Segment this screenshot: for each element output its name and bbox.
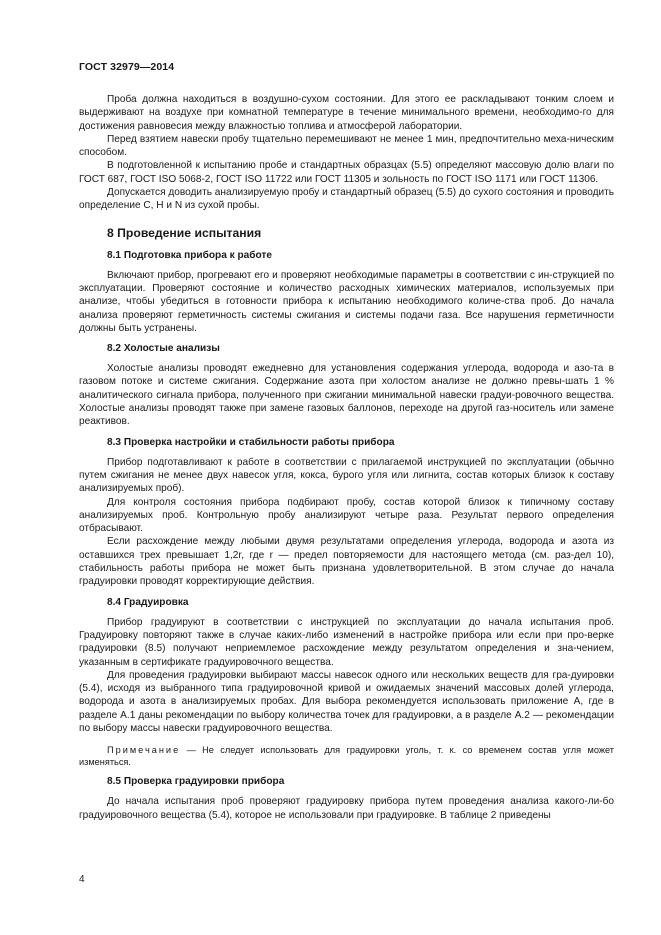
section-8-title: 8 Проведение испытания — [107, 225, 262, 240]
intro-paragraph-4: Допускается доводить анализируемую пробу и стандартный образец (5.5) до сухого состояния и проводить определение C, H и N из сухой пробы. — [79, 187, 614, 212]
note-label: Примечание — [107, 745, 181, 756]
section-8-3-paragraph-2: Для контроля состояния прибора подбирают пробу, состав которой близок к типичному составу анализируемых проб. Контрольную пробу анализируют четыре раза. Результат первого определения отбрасывают. — [79, 496, 614, 535]
section-8-4-paragraph-1: Прибор градуируют в соответствии с инструкцией по эксплуатации до начала испытания проб. Градуировку повторяют также в случае каких-либо изменений в настройке прибора или если при про-верке градуировки (8.5) получают неприемлемое расхождение между результатом определения и зна-чением, указанным в сертификате градуировочного вещества. — [79, 616, 614, 668]
section-8-2-paragraph: Холостые анализы проводят ежедневно для установления содержания углерода, водорода и азо-та в газовом потоке и системе сжигания. Содержание азота при холостом анализе не должно превы-шать 1 % аналитического сигнала прибора, полученного при сжигании минимальной навески градуи-ровочного вещества. Холостые анализы проводят также при замене газовых баллонов, переходе на другой газ-носитель или замене реактивов. — [79, 363, 614, 428]
page-number: 4 — [79, 874, 85, 885]
section-8-4-paragraph-2: Для проведения градуировки выбирают массы навесок одного или нескольких веществ для гра-дуировки (5.4), исходя из выбранного типа градуировочной кривой и ожидаемых значений массовых долей углерода, водорода и азота в анализируемых пробах. Для выбора рекомендуется использовать приложение А, где в разделе А.1 даны рекомендации по выбору количества точек для градуировки, а в разделе А.2 — рекомендации по выбору массы навески градуировочного вещества. — [79, 669, 614, 734]
section-8-1-paragraph: Включают прибор, прогревают его и проверяют необходимые параметры в соответствии с ин-струкцией по эксплуатации. Проверяют состояние и количество расходных химических материалов, используемых при анализе, чтобы убедиться в готовности прибора к испытанию необходимого количе-ства проб. До начала анализа проверяют герметичность системы сжигания и системы подачи газа. Все нарушения герметичности должны быть устранены. — [79, 269, 614, 334]
section-8-4-note — [79, 744, 614, 768]
standard-header: ГОСТ 32979—2014 — [79, 61, 175, 73]
section-8-1-title: 8.1 Подготовка прибора к работе — [107, 249, 272, 261]
note-text: — Не следует использовать для градуировки уголь, т. к. со временем состав угля может изменяться. — [79, 745, 614, 768]
intro-paragraph-3: В подготовленной к испытанию пробе и стандартных образцах (5.5) определяют массовую долю влаги по ГОСТ 687, ГОСТ ISO 5068-2, ГОСТ ISO 11722 или ГОСТ 11305 и зольность по ГОСТ ISO 1171 или ГОСТ 11306. — [79, 160, 614, 185]
document-body — [79, 93, 614, 822]
section-8-4-title: 8.4 Градуировка — [107, 596, 189, 608]
section-8-5-paragraph: До начала испытания проб проверяют градуировку прибора путем проведения анализа какого-ли-бо градуировочного вещества (5.4), которое не использовали при градуировке. В таблице 2 приведены — [79, 796, 614, 821]
intro-paragraph-1: Проба должна находиться в воздушно-сухом состоянии. Для этого ее раскладывают тонким слоем и выдерживают на воздухе при комнатной температуре в течение минимального времени, необходимо-го для достижения равновесия между влажностью топлива и атмосферой лаборатории. — [79, 94, 614, 132]
section-8-5-title: 8.5 Проверка градуировки прибора — [107, 776, 285, 788]
section-8-2-title: 8.2 Холостые анализы — [107, 343, 220, 355]
section-8-3-paragraph-3: Если расхождение между любыми двумя результатами определения углерода, водорода и азота из оставшихся трех превышает 1,2r, где r — предел повторяемости для настоящего метода (см. раз-дел 10), стабильность работы прибора не может быть признана удовлетворительной. В этом случае до начала градуировки проводят корректирующие действия. — [79, 536, 614, 588]
section-8-3-title: 8.3 Проверка настройки и стабильности работы прибора — [107, 436, 395, 448]
section-8-3-paragraph-1: Прибор подготавливают к работе в соответствии с прилагаемой инструкцией по эксплуатации (обычно путем сжигания не менее двух навесок угля, кокса, бурого угля или лигнита, состав которых близок к составу анализируемых проб). — [79, 456, 614, 495]
intro-paragraph-2: Перед взятием навески пробу тщательно перемешивают не менее 1 мин, предпочтительно меха-ническим способом. — [79, 133, 614, 159]
